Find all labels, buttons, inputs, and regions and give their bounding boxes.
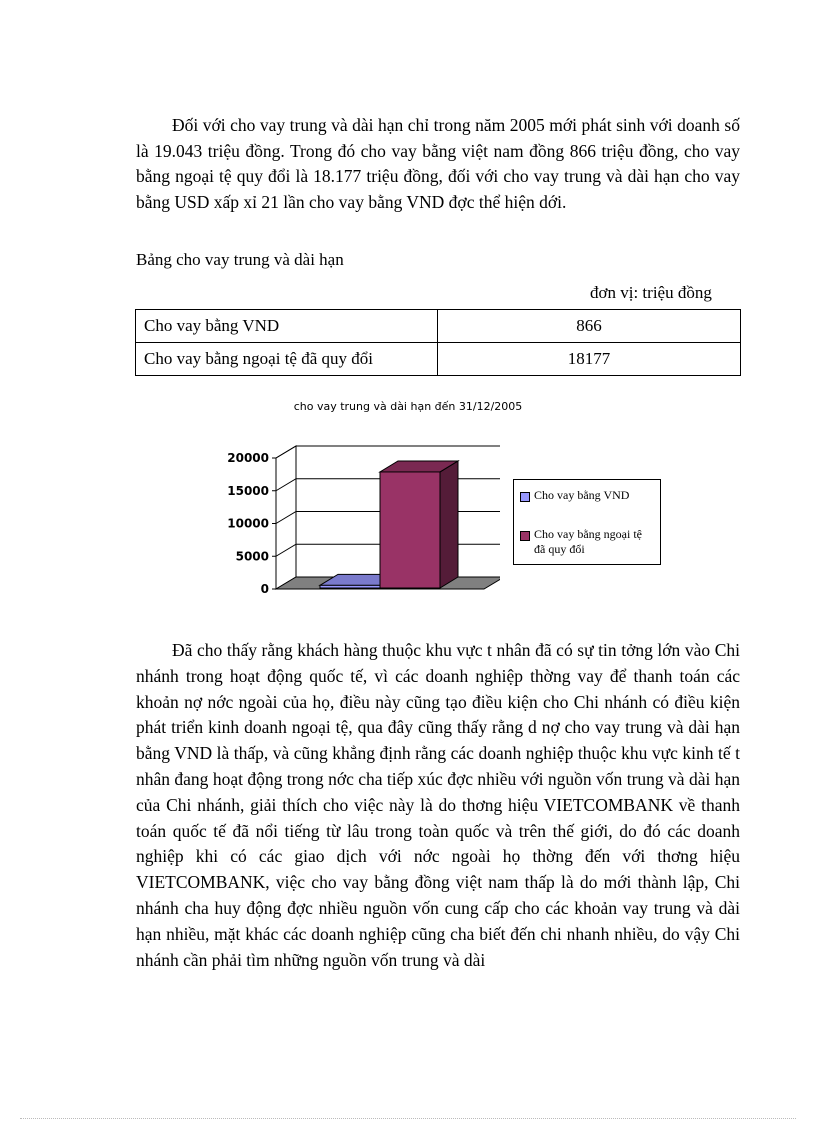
intro-paragraph: Đối với cho vay trung và dài hạn chỉ trong năm 2005 mới phát sinh với doanh số là 19.043 triệu đồng. Trong đó cho vay bằng việt nam đồng 866 triệu đồng, cho vay bằng ngoại tệ quy đổi là 18.177 triệu đồng, đối với cho vay trung và dài hạn cho vay bằng USD xấp xỉ 21 lần cho vay bằng VND đợc thể hiện dới. [136, 115, 740, 212]
legend-item-foreign [520, 527, 656, 557]
chart-legend [513, 479, 661, 565]
y-axis-tick-label: 0 [260, 582, 269, 596]
legend-swatch-vnd [520, 492, 530, 502]
legend-swatch-foreign [520, 531, 530, 541]
analysis-paragraph: Đã cho thấy rằng khách hàng thuộc khu vực t nhân đã có sự tin tởng lớn vào Chi nhánh trong hoạt động quốc tế, vì các doanh nghiệp thờng vay để thanh toán các khoản nợ nớc ngoài của họ, điều này cũng tạo điều kiện cho Chi nhánh có điều kiện phát triển kinh doanh ngoại tệ, qua đây cũng thấy rằng d nợ cho vay trung và dài hạn bằng VND là thấp, và cũng khẳng định rằng các doanh nghiệp thuộc khu vực kinh tế t nhân đang hoạt động trong nớc cha tiếp xúc đợc nhiều với nguồn vốn trung và dài hạn của Chi nhánh, giải thích cho việc này là do thơng hiệu VIETCOMBANK về thanh toán quốc tế đã nổi tiếng từ lâu trong toàn quốc và trên thế giới, do đó các doanh nghiệp khi có các giao dịch với nớc ngoài họ thờng đến với thơng hiệu VIETCOMBANK, việc cho vay bằng đồng việt nam thấp là do mới thành lập, Chi nhánh cha huy động đợc nhiều nguồn vốn cung cấp cho các khoản vay trung và dài hạn nhiều, mặt khác các doanh nghiệp cũng cha biết đến chi nhanh nhiều, do vậy Chi nhánh cần phải tìm những nguồn vốn trung và dài [136, 640, 740, 970]
table-caption: Bảng cho vay trung và dài hạn [136, 250, 344, 269]
bar-chart [220, 440, 500, 605]
legend-item-vnd [520, 488, 656, 503]
y-axis-tick-label: 20000 [227, 451, 269, 465]
table-row [136, 310, 741, 343]
legend-label-foreign: Cho vay bằng ngoại tệ đã quy đổi [534, 527, 642, 556]
page-footer-divider [20, 1118, 796, 1119]
loan-table [135, 309, 741, 376]
y-axis-tick-label: 15000 [227, 483, 269, 498]
bar [380, 472, 440, 588]
table-row [136, 343, 741, 376]
bar [320, 585, 380, 588]
chart-title: cho vay trung và dài hạn đến 31/12/2005 [293, 400, 523, 413]
legend-label-vnd: Cho vay bằng VND [534, 488, 630, 502]
unit-label: đơn vị: triệu đồng [590, 283, 712, 302]
table-cell-value: 18177 [438, 343, 741, 376]
table-cell-label: Cho vay bằng ngoại tệ đã quy đổi [136, 343, 438, 376]
bar-side [440, 461, 458, 588]
table-cell-value: 866 [438, 310, 741, 343]
y-axis-tick-label: 5000 [235, 549, 269, 564]
table-cell-label: Cho vay bằng VND [136, 310, 438, 343]
y-axis-tick-label: 10000 [227, 516, 269, 531]
